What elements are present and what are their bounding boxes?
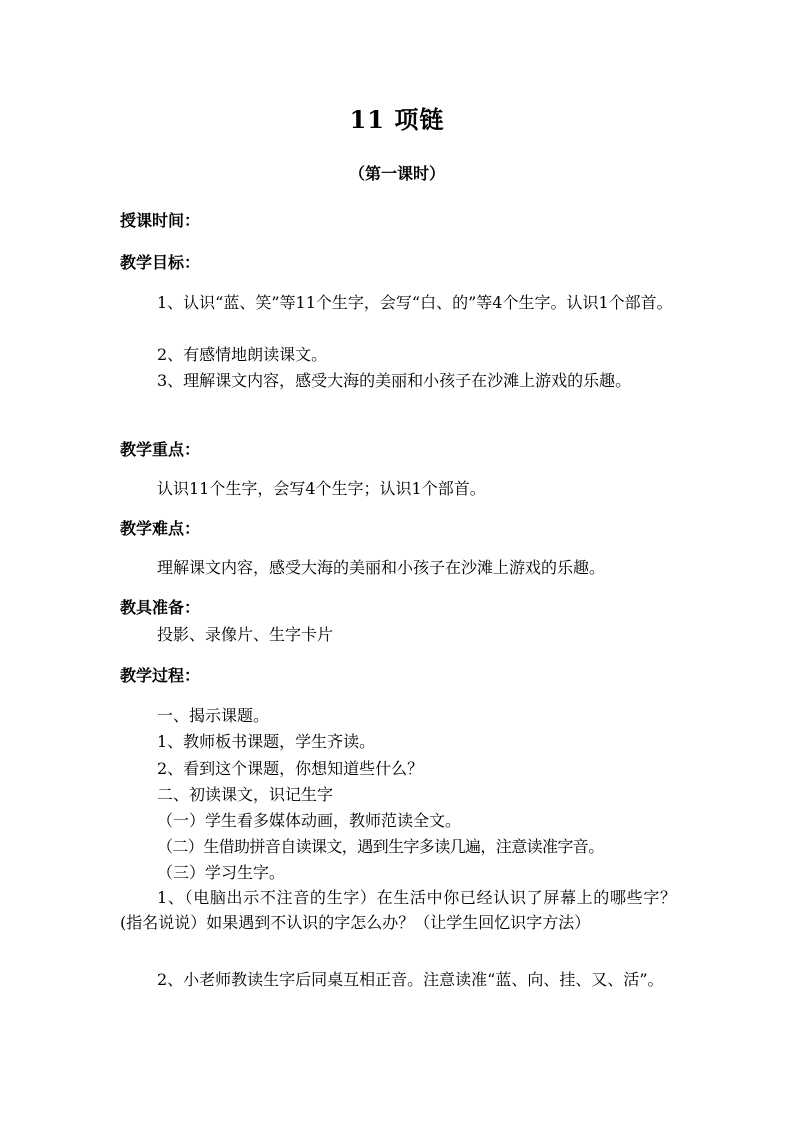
process-step: 1、教师板书课题，学生齐读。 bbox=[157, 732, 376, 751]
process-step: （三）学习生字。 bbox=[157, 863, 286, 882]
key-text: 认识11个生字，会写4个生字；认识1个部首。 bbox=[157, 479, 486, 498]
tools-text: 投影、录像片、生字卡片 bbox=[157, 625, 334, 644]
heading-tools: 教具准备： bbox=[120, 598, 201, 617]
heading-key: 教学重点： bbox=[120, 440, 201, 459]
goal-item: 3、理解课文内容，感受大海的美丽和小孩子在沙滩上游戏的乐趣。 bbox=[157, 371, 632, 390]
goal-item: 2、有感情地朗读课文。 bbox=[157, 345, 328, 364]
page-title: 11 项链 bbox=[349, 105, 445, 134]
process-step: 一、揭示课题。 bbox=[157, 706, 270, 725]
heading-difficult: 教学难点： bbox=[120, 519, 201, 538]
difficult-text: 理解课文内容，感受大海的美丽和小孩子在沙滩上游戏的乐趣。 bbox=[157, 558, 606, 577]
process-step: 二、初读课文，识记生字 bbox=[157, 785, 334, 804]
process-step: 1、（电脑出示不注音的生字）在生活中你已经认识了屏幕上的哪些字？(指名说说）如果遇到不认识的字怎么办？（让学生回忆识字方法） bbox=[120, 888, 676, 932]
process-step: 2、小老师教读生字后同桌互相正音。注意读准“蓝、向、挂、又、活”。 bbox=[157, 970, 664, 989]
goal-item: 1、认识“蓝、笑”等11个生字，会写“白、的”等4个生字。认识1个部首。 bbox=[157, 293, 673, 312]
process-step: （一）学生看多媒体动画，教师范读全文。 bbox=[157, 811, 462, 830]
heading-time: 授课时间： bbox=[120, 211, 201, 230]
process-step: 2、看到这个课题，你想知道些什么？ bbox=[157, 759, 424, 778]
heading-process: 教学过程： bbox=[120, 666, 201, 685]
heading-goals: 教学目标： bbox=[120, 253, 201, 272]
process-step: （二）生借助拼音自读课文，遇到生字多读几遍，注意读准字音。 bbox=[157, 837, 604, 856]
page-subtitle: （第一课时） bbox=[348, 164, 445, 183]
